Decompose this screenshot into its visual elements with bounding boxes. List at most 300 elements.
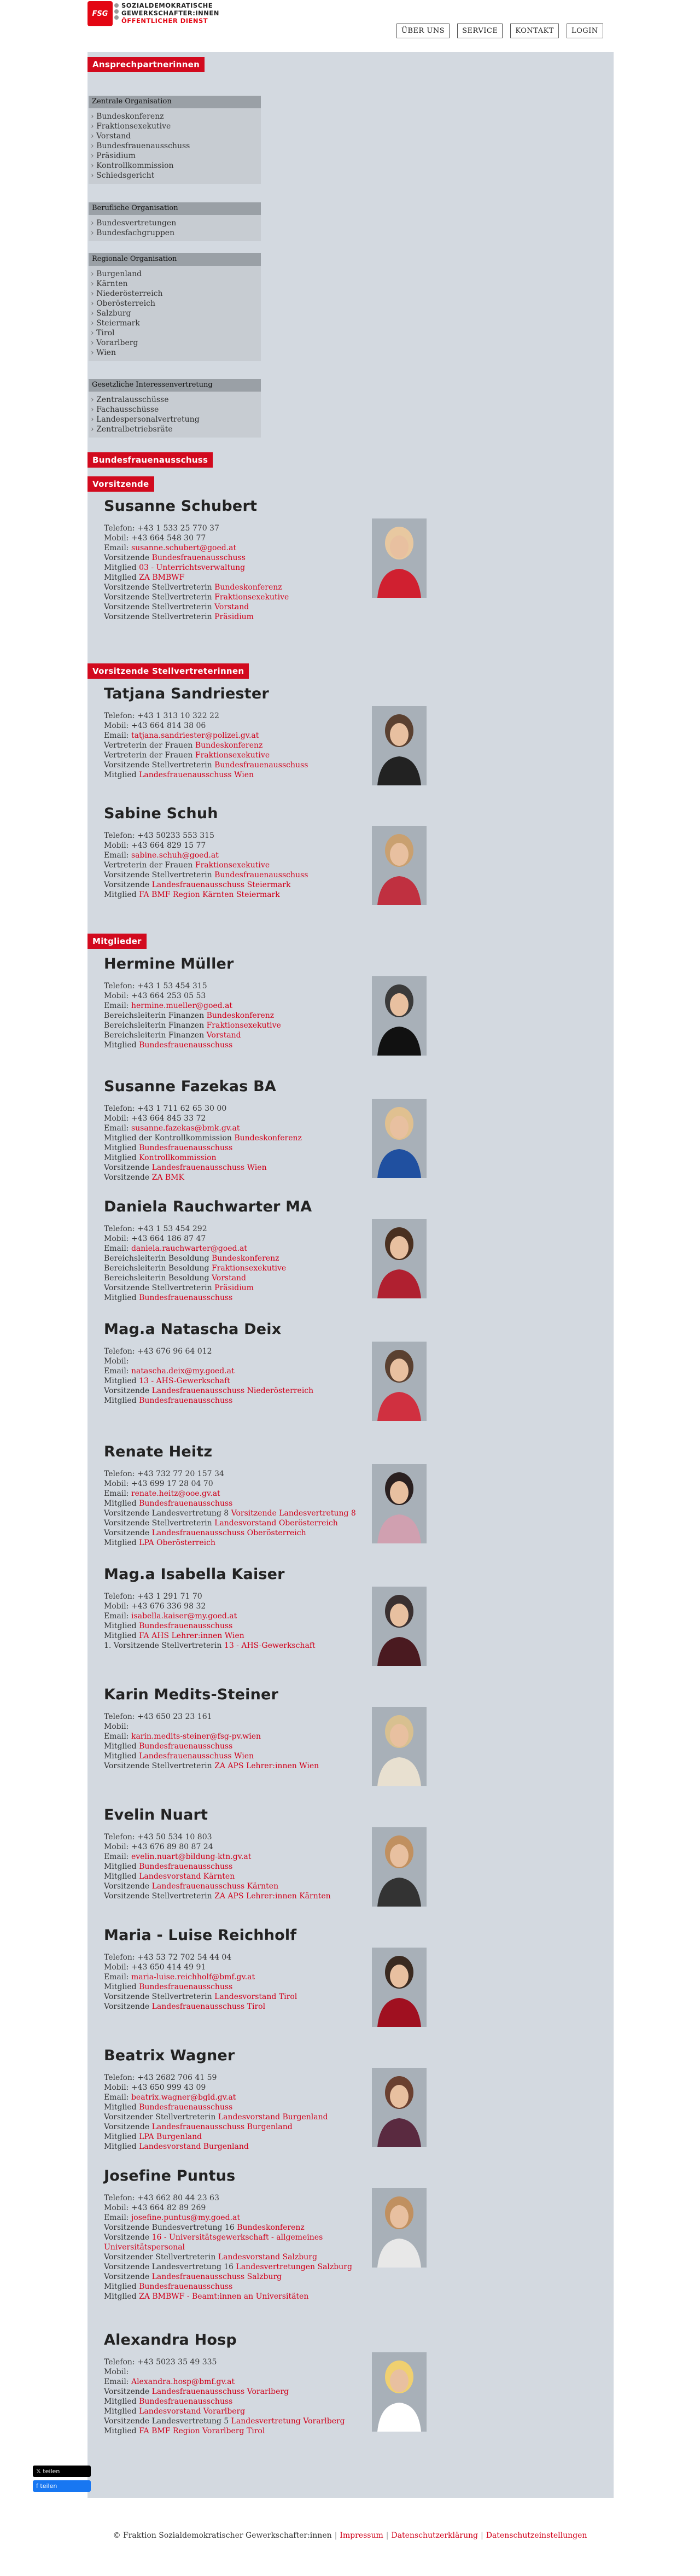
detail-label: Vorsitzende Stellvertreterin bbox=[104, 1762, 215, 1770]
detail-label: Email: bbox=[104, 1124, 131, 1133]
committee-link[interactable]: Bundesfrauenausschuss bbox=[139, 1622, 233, 1630]
person-detail-line bbox=[104, 1611, 596, 1621]
committee-link[interactable]: Bundesfrauenausschuss bbox=[151, 553, 246, 562]
person-detail-line bbox=[104, 991, 596, 1001]
person-photo bbox=[372, 518, 427, 598]
detail-label: Email: bbox=[104, 2093, 131, 2102]
committee-link[interactable]: FA AHS Lehrer:innen Wien bbox=[139, 1631, 244, 1640]
detail-label: Email: bbox=[104, 2213, 131, 2222]
detail-label: 1. Vorsitzende Stellvertreterin bbox=[104, 1641, 224, 1650]
person-name: Renate Heitz bbox=[104, 1443, 213, 1460]
logo-line-2: GEWERKSCHAFTER:INNEN bbox=[121, 9, 219, 17]
email-link[interactable]: hermine.mueller@goed.at bbox=[131, 1001, 233, 1010]
person-detail-line bbox=[104, 711, 596, 721]
footer-privacy-link[interactable]: Datenschutzerklärung bbox=[391, 2531, 479, 2540]
person-name: Josefine Puntus bbox=[104, 2167, 236, 2184]
detail-label: Vorsitzende bbox=[104, 1173, 152, 1182]
person-name: Alexandra Hosp bbox=[104, 2332, 237, 2348]
detail-label: Vorsitzende Stellvertreterin bbox=[104, 1519, 215, 1528]
detail-label: Mitglied bbox=[104, 1742, 139, 1751]
detail-label: Vorsitzende bbox=[104, 2233, 152, 2242]
detail-label: Vorsitzende Stellvertreterin bbox=[104, 871, 215, 879]
nav-link[interactable]: › Oberösterreich bbox=[91, 299, 259, 308]
person-detail-line bbox=[104, 2426, 596, 2436]
person-card bbox=[104, 685, 596, 780]
committee-link[interactable]: Landesfrauenausschuss Wien bbox=[139, 1752, 254, 1761]
committee-link[interactable]: Landesfrauenausschuss Oberösterreich bbox=[151, 1529, 306, 1537]
person-detail-line bbox=[104, 870, 596, 880]
email-link[interactable]: evelin.nuart@bildung-ktn.gv.at bbox=[131, 1852, 252, 1861]
person-detail-line bbox=[104, 563, 596, 573]
share-facebook-button[interactable]: f teilen bbox=[33, 2480, 91, 2492]
committee-link[interactable]: Landesvorstand Oberösterreich bbox=[214, 1519, 338, 1528]
committee-link[interactable]: Vorsitzende Landesvertretung 8 bbox=[231, 1509, 356, 1518]
committee-link[interactable]: Präsidium bbox=[214, 613, 254, 621]
detail-label: Vorsitzende bbox=[104, 1386, 152, 1395]
committee-link[interactable]: Landesfrauenausschuss Wien bbox=[151, 1163, 267, 1172]
person-card bbox=[104, 2167, 596, 2301]
detail-label: Mitglied bbox=[104, 2292, 139, 2301]
detail-label: Mitglied bbox=[104, 771, 139, 779]
person-name: Maria - Luise Reichholf bbox=[104, 1927, 297, 1944]
committee-link[interactable]: Bundeskonferenz bbox=[206, 1011, 275, 1020]
committee-link[interactable]: Bundesfrauenausschuss bbox=[139, 1742, 233, 1751]
person-photo bbox=[372, 1099, 427, 1178]
committee-link[interactable]: Vorstand bbox=[211, 1274, 247, 1283]
person-detail-line bbox=[104, 1631, 596, 1641]
top-navigation bbox=[396, 24, 603, 38]
detail-label: Mobil: +43 664 814 38 06 bbox=[104, 721, 206, 730]
detail-label: Vorsitzende bbox=[104, 2123, 152, 2131]
detail-label: Mobil: +43 699 17 28 04 70 bbox=[104, 1479, 213, 1488]
person-detail-line bbox=[104, 1732, 596, 1741]
detail-label: Email: bbox=[104, 851, 131, 860]
detail-label: Email: bbox=[104, 544, 131, 552]
person-name: Mag.a Natascha Deix bbox=[104, 1321, 282, 1338]
detail-label: Mobil: bbox=[104, 2368, 129, 2376]
person-detail-line bbox=[104, 770, 596, 780]
detail-label: Email: bbox=[104, 1732, 131, 1741]
content-panel bbox=[88, 52, 614, 2498]
person-card bbox=[104, 1566, 596, 1651]
committee-link[interactable]: 13 - AHS-Gewerkschaft bbox=[139, 1377, 230, 1385]
person-detail-line bbox=[104, 850, 596, 860]
person-detail-line bbox=[104, 1479, 596, 1489]
person-name: Beatrix Wagner bbox=[104, 2047, 235, 2064]
detail-label: Mitglied bbox=[104, 1983, 139, 1991]
email-link[interactable]: susanne.fazekas@bmk.gv.at bbox=[131, 1124, 240, 1133]
detail-label: Mitglied bbox=[104, 890, 139, 899]
committee-link[interactable]: Landesfrauenausschuss Niederösterreich bbox=[151, 1386, 314, 1395]
email-link[interactable]: Alexandra.hosp@bmf.gv.at bbox=[131, 2377, 235, 2386]
email-link[interactable]: sabine.schuh@goed.at bbox=[131, 851, 219, 860]
committee-link[interactable]: Landesfrauenausschuss Tirol bbox=[151, 2002, 266, 2011]
person-detail-line bbox=[104, 2367, 596, 2377]
person-detail-line bbox=[104, 1852, 596, 1862]
nav-ueber-uns[interactable]: ÜBER UNS bbox=[396, 24, 450, 38]
committee-link[interactable]: 03 - Unterrichtsverwaltung bbox=[139, 563, 246, 572]
person-detail-line bbox=[104, 1163, 596, 1173]
person-detail-line bbox=[104, 2112, 596, 2122]
nav-link[interactable]: › Niederösterreich bbox=[91, 289, 259, 299]
person-card bbox=[104, 1198, 596, 1303]
section-heading-contacts: Ansprechpartnerinnen bbox=[88, 57, 205, 72]
person-detail-line bbox=[104, 533, 596, 543]
committee-link[interactable]: Landesfrauenausschuss Burgenland bbox=[151, 2123, 293, 2131]
detail-label: Telefon: +43 5023 35 49 335 bbox=[104, 2358, 217, 2367]
person-photo bbox=[372, 1948, 427, 2027]
nav-service[interactable]: SERVICE bbox=[457, 24, 503, 38]
fsg-logo[interactable] bbox=[88, 1, 252, 26]
detail-label: Vorsitzende Stellvertreterin bbox=[104, 583, 215, 592]
detail-label: Email: bbox=[104, 1973, 131, 1981]
committee-link[interactable]: FA BMF Region Vorarlberg Tirol bbox=[139, 2427, 265, 2435]
person-photo bbox=[372, 1219, 427, 1298]
detail-label: Vorsitzende bbox=[104, 2387, 152, 2396]
person-detail-line bbox=[104, 831, 596, 841]
nav-kontakt[interactable]: KONTAKT bbox=[510, 24, 559, 38]
detail-label: Telefon: +43 2682 706 41 59 bbox=[104, 2073, 217, 2082]
detail-label: Mitglied bbox=[104, 2282, 139, 2291]
person-detail-line bbox=[104, 1953, 596, 1962]
person-detail-line bbox=[104, 2272, 596, 2282]
detail-label: Telefon: +43 1 291 71 70 bbox=[104, 1592, 202, 1601]
detail-label: Email: bbox=[104, 1612, 131, 1621]
person-detail-line bbox=[104, 1244, 596, 1254]
subheading-members: Mitglieder bbox=[88, 934, 147, 949]
person-detail-line bbox=[104, 1722, 596, 1732]
person-name: Daniela Rauchwarter MA bbox=[104, 1198, 312, 1215]
detail-label: Mitglied der Kontrollkommission bbox=[104, 1134, 235, 1143]
person-detail-line bbox=[104, 731, 596, 741]
committee-link[interactable]: Fraktionsexekutive bbox=[195, 861, 270, 870]
person-detail-line bbox=[104, 2292, 596, 2301]
committee-link[interactable]: LPA Burgenland bbox=[139, 2132, 202, 2141]
person-detail-line bbox=[104, 2397, 596, 2406]
email-link[interactable]: isabella.kaiser@my.goed.at bbox=[131, 1612, 237, 1621]
person-detail-line bbox=[104, 2406, 596, 2416]
email-link[interactable]: maria-luise.reichholf@bmf.gv.at bbox=[131, 1973, 255, 1981]
detail-label: Mitglied bbox=[104, 563, 139, 572]
person-detail-line bbox=[104, 1153, 596, 1163]
person-detail-line bbox=[104, 1499, 596, 1508]
person-detail-line bbox=[104, 1962, 596, 1972]
detail-label: Vorsitzende Landesvertretung 16 bbox=[104, 2263, 236, 2271]
detail-label: Mobil: +43 676 89 80 87 24 bbox=[104, 1843, 213, 1851]
person-photo bbox=[372, 1342, 427, 1421]
person-detail-line bbox=[104, 2142, 596, 2152]
email-link[interactable]: tatjana.sandriester@polizei.gv.at bbox=[131, 731, 259, 740]
detail-label: Vertreterin der Frauen bbox=[104, 741, 195, 750]
person-card bbox=[104, 1927, 596, 2012]
committee-link[interactable]: Landesvorstand Burgenland bbox=[218, 2113, 328, 2122]
person-detail-line bbox=[104, 2193, 596, 2203]
navbox-legal bbox=[89, 379, 261, 438]
detail-label: Vorsitzende bbox=[104, 1529, 152, 1537]
email-link[interactable]: karin.medits-steiner@fsg-pv.wien bbox=[131, 1732, 261, 1741]
committee-link[interactable]: Landesvorstand Salzburg bbox=[218, 2253, 317, 2262]
nav-link[interactable]: › Salzburg bbox=[91, 308, 259, 318]
committee-link[interactable]: Bundesfrauenausschuss bbox=[139, 1983, 233, 1991]
nav-link[interactable]: › Zentralausschüsse bbox=[91, 395, 259, 405]
detail-label: Email: bbox=[104, 1244, 131, 1253]
nav-link[interactable]: › Tirol bbox=[91, 328, 259, 338]
person-detail-line bbox=[104, 1538, 596, 1548]
nav-link[interactable]: › Landespersonalvertretung bbox=[91, 415, 259, 424]
person-detail-line bbox=[104, 1641, 596, 1651]
committee-link[interactable]: Bundeskonferenz bbox=[214, 583, 282, 592]
nav-link[interactable]: › Schiedsgericht bbox=[91, 171, 259, 180]
detail-label: Mitglied bbox=[104, 2103, 139, 2112]
committee-link[interactable]: ZA BMK bbox=[151, 1173, 184, 1182]
person-card bbox=[104, 955, 596, 1050]
person-detail-line bbox=[104, 1376, 596, 1386]
nav-link[interactable]: › Vorarlberg bbox=[91, 338, 259, 348]
email-link[interactable]: renate.heitz@ooe.gv.at bbox=[131, 1489, 220, 1498]
detail-label: Email: bbox=[104, 1001, 131, 1010]
person-detail-line bbox=[104, 1761, 596, 1771]
nav-link[interactable]: › Zentralbetriebsräte bbox=[91, 424, 259, 434]
person-card bbox=[104, 1806, 596, 1901]
committee-link[interactable]: ZA BMBWF - Beamt:innen an Universitäten bbox=[139, 2292, 309, 2301]
nav-link[interactable]: › Bundesfachgruppen bbox=[91, 228, 259, 238]
nav-link[interactable]: › Kontrollkommission bbox=[91, 161, 259, 171]
person-detail-line bbox=[104, 721, 596, 731]
detail-label: Mobil: +43 664 253 05 53 bbox=[104, 992, 206, 1000]
person-detail-line bbox=[104, 2223, 596, 2233]
person-detail-line bbox=[104, 602, 596, 612]
navbox-title: Zentrale Organisation bbox=[89, 96, 261, 108]
detail-label: Mitglied bbox=[104, 2407, 139, 2416]
committee-link[interactable]: Landesfrauenausschuss Vorarlberg bbox=[151, 2387, 289, 2396]
detail-label: Vorsitzende Stellvertreterin bbox=[104, 593, 215, 602]
person-detail-line bbox=[104, 2416, 596, 2426]
committee-link[interactable]: Bundesfrauenausschuss bbox=[139, 1396, 233, 1405]
committee-link[interactable]: Bundeskonferenz bbox=[195, 741, 263, 750]
footer-impressum-link[interactable]: Impressum bbox=[340, 2531, 383, 2540]
committee-link[interactable]: Bundesfrauenausschuss bbox=[214, 871, 308, 879]
nav-link[interactable]: › Steiermark bbox=[91, 318, 259, 328]
nav-link[interactable]: › Fachausschüsse bbox=[91, 405, 259, 415]
committee-link[interactable]: Landesvertretung Vorarlberg bbox=[231, 2417, 345, 2426]
person-detail-line bbox=[104, 573, 596, 582]
person-detail-line bbox=[104, 2377, 596, 2387]
committee-link[interactable]: Vorstand bbox=[206, 1031, 241, 1040]
detail-label: Vorsitzende Stellvertreterin bbox=[104, 603, 215, 611]
committee-link[interactable]: Bundesfrauenausschuss bbox=[214, 761, 308, 770]
logo-line-1: SOZIALDEMOKRATISCHE bbox=[121, 2, 213, 9]
committee-link[interactable]: Bundesfrauenausschuss bbox=[139, 1144, 233, 1152]
committee-link[interactable]: Vorstand bbox=[214, 603, 249, 611]
person-photo bbox=[372, 1827, 427, 1907]
committee-link[interactable]: Präsidium bbox=[214, 1284, 254, 1292]
person-name: Tatjana Sandriester bbox=[104, 685, 269, 702]
detail-label: Telefon: +43 50 534 10 803 bbox=[104, 1833, 212, 1841]
person-photo bbox=[372, 2352, 427, 2432]
committee-link[interactable]: ZA APS Lehrer:innen Kärnten bbox=[214, 1892, 331, 1901]
committee-link[interactable]: Landesvorstand Burgenland bbox=[139, 2142, 249, 2151]
detail-label: Mobil: +43 664 845 33 72 bbox=[104, 1114, 206, 1123]
committee-link[interactable]: Fraktionsexekutive bbox=[211, 1264, 287, 1273]
detail-label: Telefon: +43 732 77 20 157 34 bbox=[104, 1470, 224, 1478]
committee-link[interactable]: Bundesfrauenausschuss bbox=[139, 2397, 233, 2406]
detail-label: Mitglied bbox=[104, 573, 139, 582]
detail-label: Mobil: +43 650 414 49 91 bbox=[104, 1963, 206, 1972]
committee-link[interactable]: Kontrollkommission bbox=[139, 1153, 217, 1162]
detail-label: Vorsitzende Landesvertretung 8 bbox=[104, 1509, 231, 1518]
committee-link[interactable]: Landesfrauenausschuss Steiermark bbox=[151, 881, 291, 889]
email-link[interactable]: daniela.rauchwarter@goed.at bbox=[131, 1244, 247, 1253]
person-photo bbox=[372, 1464, 427, 1543]
detail-label: Telefon: +43 1 711 62 65 30 00 bbox=[104, 1104, 227, 1113]
person-detail-line bbox=[104, 1123, 596, 1133]
person-detail-line bbox=[104, 1489, 596, 1499]
logo-line-3: ÖFFENTLICHER DIENST bbox=[121, 17, 208, 25]
committee-link[interactable]: Landesvorstand Vorarlberg bbox=[139, 2407, 246, 2416]
person-card bbox=[104, 1078, 596, 1182]
person-photo bbox=[372, 2068, 427, 2147]
person-detail-line bbox=[104, 1356, 596, 1366]
person-detail-line bbox=[104, 2002, 596, 2012]
detail-label: Mitglied bbox=[104, 1293, 139, 1302]
committee-link[interactable]: Landesfrauenausschuss Kärnten bbox=[151, 1882, 279, 1891]
detail-label: Telefon: +43 1 53 454 292 bbox=[104, 1225, 207, 1233]
person-detail-line bbox=[104, 1751, 596, 1761]
nav-link[interactable]: › Kärnten bbox=[91, 279, 259, 289]
detail-label: Vorsitzende Stellvertreterin bbox=[104, 761, 215, 770]
nav-link[interactable]: › Wien bbox=[91, 348, 259, 358]
person-name: Karin Medits-Steiner bbox=[104, 1686, 279, 1703]
committee-link[interactable]: ZA BMBWF bbox=[139, 573, 185, 582]
detail-label: Vorsitzende Stellvertreterin bbox=[104, 1892, 215, 1901]
person-detail-line bbox=[104, 2242, 596, 2252]
nav-link[interactable]: › Fraktionsexekutive bbox=[91, 121, 259, 131]
person-detail-line bbox=[104, 1842, 596, 1852]
person-card bbox=[104, 2332, 596, 2436]
email-link[interactable]: susanne.schubert@goed.at bbox=[131, 544, 237, 552]
committee-link[interactable]: 16 - Universitätsgewerkschaft - allgemeines bbox=[151, 2233, 323, 2242]
detail-label: Bereichsleiterin Besoldung bbox=[104, 1264, 212, 1273]
detail-label: Email: bbox=[104, 1489, 131, 1498]
committee-link[interactable]: Fraktionsexekutive bbox=[195, 751, 270, 760]
committee-link[interactable]: Landesvorstand Kärnten bbox=[139, 1872, 235, 1881]
nav-login[interactable]: LOGIN bbox=[567, 24, 603, 38]
committee-link[interactable]: Bundeskonferenz bbox=[211, 1254, 279, 1263]
person-detail-line bbox=[104, 1040, 596, 1050]
committee-link[interactable]: 13 - AHS-Gewerkschaft bbox=[224, 1641, 316, 1650]
detail-label: Telefon: +43 662 80 44 23 63 bbox=[104, 2194, 219, 2202]
detail-label: Vertreterin der Frauen bbox=[104, 751, 195, 760]
nav-link[interactable]: › Bundesfrauenausschuss bbox=[91, 141, 259, 151]
person-detail-line bbox=[104, 543, 596, 553]
nav-link[interactable]: › Bundeskonferenz bbox=[91, 112, 259, 121]
page-header bbox=[0, 0, 700, 52]
email-link[interactable]: beatrix.wagner@bgld.gv.at bbox=[131, 2093, 236, 2102]
person-detail-line bbox=[104, 2073, 596, 2083]
person-detail-line bbox=[104, 750, 596, 760]
person-detail-line bbox=[104, 2203, 596, 2213]
nav-link[interactable]: › Burgenland bbox=[91, 269, 259, 279]
person-detail-line bbox=[104, 1283, 596, 1293]
detail-label: Mobil: +43 650 999 43 09 bbox=[104, 2083, 206, 2092]
footer-privacy-settings-link[interactable]: Datenschutzeinstellungen bbox=[486, 2531, 587, 2540]
person-detail-line bbox=[104, 1173, 596, 1182]
detail-label: Mobil: +43 664 548 30 77 bbox=[104, 534, 206, 543]
committee-link[interactable]: Landesfrauenausschuss Salzburg bbox=[151, 2272, 282, 2281]
committee-link[interactable]: ZA APS Lehrer:innen Wien bbox=[214, 1762, 319, 1770]
nav-link[interactable]: › Bundesvertretungen bbox=[91, 218, 259, 228]
person-detail-line bbox=[104, 1224, 596, 1234]
detail-label: Vorsitzende bbox=[104, 2272, 152, 2281]
detail-label: Vorsitzender Stellvertreterin bbox=[104, 2253, 218, 2262]
committee-link[interactable]: Landesfrauenausschuss Wien bbox=[139, 771, 254, 779]
detail-label: Vorsitzende Landesvertretung 5 bbox=[104, 2417, 231, 2426]
person-detail-line bbox=[104, 1972, 596, 1982]
committee-link[interactable]: Landesvertretungen Salzburg bbox=[236, 2263, 352, 2271]
email-link[interactable]: natascha.deix@my.goed.at bbox=[131, 1367, 235, 1376]
committee-link[interactable]: Bundesfrauenausschuss bbox=[139, 1041, 233, 1050]
person-detail-line bbox=[104, 1832, 596, 1842]
detail-label: Bereichsleiterin Finanzen bbox=[104, 1011, 207, 1020]
person-detail-line bbox=[104, 890, 596, 900]
committee-link[interactable]: Bundesfrauenausschuss bbox=[139, 1862, 233, 1871]
person-detail-line bbox=[104, 1143, 596, 1153]
detail-label: Mitglied bbox=[104, 1538, 139, 1547]
detail-label: Vorsitzende bbox=[104, 1882, 152, 1891]
person-detail-line bbox=[104, 553, 596, 563]
email-link[interactable]: josefine.puntus@my.goed.at bbox=[131, 2213, 240, 2222]
detail-label: Mobil: bbox=[104, 1357, 129, 1366]
committee-link[interactable]: Bundesfrauenausschuss bbox=[139, 2103, 233, 2112]
person-detail-line bbox=[104, 880, 596, 890]
person-card bbox=[104, 498, 596, 622]
share-x-button[interactable]: 𝕏 teilen bbox=[33, 2466, 91, 2477]
detail-label: Bereichsleiterin Finanzen bbox=[104, 1021, 207, 1030]
person-detail-line bbox=[104, 1528, 596, 1538]
committee-link[interactable]: Bundesfrauenausschuss bbox=[139, 1293, 233, 1302]
committee-link[interactable]: FA BMF Region Kärnten Steiermark bbox=[139, 890, 280, 899]
committee-link[interactable]: Landesvorstand Tirol bbox=[214, 1992, 298, 2001]
committee-link[interactable]: Fraktionsexekutive bbox=[214, 593, 289, 602]
committee-link[interactable]: Universitätspersonal bbox=[104, 2243, 185, 2252]
nav-link[interactable]: › Vorstand bbox=[91, 131, 259, 141]
navbox-title: Regionale Organisation bbox=[89, 253, 261, 266]
person-detail-line bbox=[104, 841, 596, 850]
person-detail-line bbox=[104, 2252, 596, 2262]
committee-link[interactable]: Bundesfrauenausschuss bbox=[139, 2282, 233, 2291]
person-detail-line bbox=[104, 2262, 596, 2272]
detail-label: Telefon: +43 50233 553 315 bbox=[104, 831, 214, 840]
person-detail-line bbox=[104, 1263, 596, 1273]
committee-link[interactable]: Bundeskonferenz bbox=[234, 1134, 302, 1143]
detail-label: Vorsitzende bbox=[104, 2002, 152, 2011]
person-photo bbox=[372, 976, 427, 1056]
detail-label: Mitglied bbox=[104, 1153, 139, 1162]
committee-link[interactable]: Bundeskonferenz bbox=[237, 2223, 305, 2232]
person-detail-line bbox=[104, 1982, 596, 1992]
detail-label: Mitglied bbox=[104, 2142, 139, 2151]
committee-link[interactable]: LPA Oberösterreich bbox=[139, 1538, 216, 1547]
person-detail-line bbox=[104, 1469, 596, 1479]
subheading-chair: Vorsitzende bbox=[88, 476, 154, 492]
detail-label: Vorsitzende Stellvertreterin bbox=[104, 1992, 215, 2001]
person-photo bbox=[372, 706, 427, 785]
committee-link[interactable]: Fraktionsexekutive bbox=[206, 1021, 281, 1030]
detail-label: Bereichsleiterin Besoldung bbox=[104, 1274, 212, 1283]
nav-link[interactable]: › Präsidium bbox=[91, 151, 259, 161]
committee-link[interactable]: Bundesfrauenausschuss bbox=[139, 1499, 233, 1508]
detail-label: Mobil: bbox=[104, 1722, 129, 1731]
